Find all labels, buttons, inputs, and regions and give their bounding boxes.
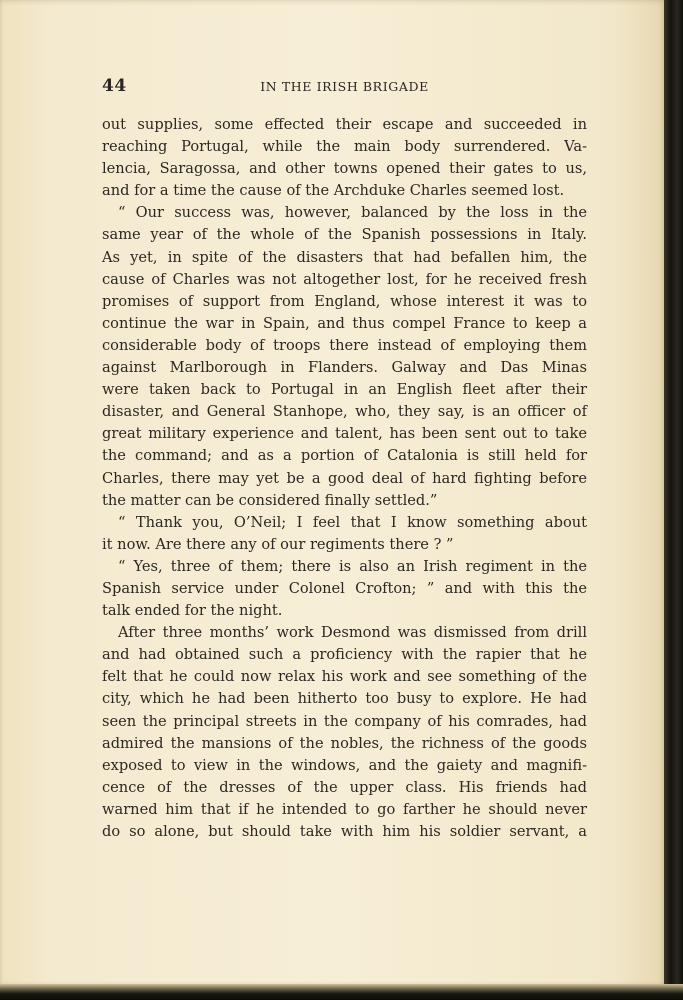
- page-edge-bottom: [0, 984, 683, 1000]
- text-line: cence of the dresses of the upper class. His friends had: [102, 778, 587, 796]
- text-line: felt that he could now relax his work and see something of the: [102, 668, 587, 686]
- page-number: 44: [102, 76, 127, 96]
- text-line: considerable body of troops there instead of employing them: [102, 336, 587, 354]
- text-line: and had obtained such a proficiency with the rapier that he: [102, 646, 587, 664]
- text-line: exposed to view in the windows, and the gaiety and magnifi-: [102, 756, 587, 774]
- text-line: reaching Portugal, while the main body surrendered. Va-: [102, 138, 587, 156]
- text-line: out supplies, some effected their escape and succeeded in: [102, 116, 587, 133]
- page-header: [102, 76, 587, 98]
- text-line: the command; and as a portion of Catalonia is still held for: [102, 447, 587, 465]
- text-line: “ Our success was, however, balanced by the loss in the: [118, 204, 587, 222]
- text-line: Spanish service under Colonel Crofton; ” and with this the: [102, 579, 587, 597]
- text-line: As yet, in spite of the disasters that had befallen him, the: [102, 248, 587, 266]
- body-text: [102, 114, 587, 843]
- text-line: “ Thank you, O’Neil; I feel that I know something about: [118, 513, 587, 531]
- text-line: do so alone, but should take with him his soldier servant, a: [102, 823, 587, 840]
- text-line: talk ended for the night.: [102, 602, 283, 620]
- text-line: “ Yes, three of them; there is also an Irish regiment in the: [118, 557, 587, 575]
- text-line: city, which he had been hitherto too busy to explore. He had: [102, 690, 587, 708]
- text-line: it now. Are there any of our regiments there ? ”: [102, 535, 454, 553]
- text-line: disaster, and General Stanhope, who, they say, is an officer of: [102, 403, 587, 421]
- text-line: seen the principal streets in the company of his comrades, had: [102, 712, 587, 730]
- running-head: IN THE IRISH BRIGADE: [260, 79, 429, 94]
- text-line: admired the mansions of the nobles, the richness of the goods: [102, 734, 587, 752]
- text-line: cause of Charles was not altogether lost, for he received fresh: [102, 270, 587, 288]
- text-line: After three months’ work Desmond was dismissed from drill: [118, 624, 587, 642]
- text-line: same year of the whole of the Spanish possessions in Italy.: [102, 226, 587, 244]
- text-line: warned him that if he intended to go farther he should never: [102, 800, 587, 818]
- text-line: great military experience and talent, has been sent out to take: [102, 425, 587, 443]
- text-line: Charles, there may yet be a good deal of hard fighting before: [102, 469, 587, 487]
- text-line: were taken back to Portugal in an English fleet after their: [102, 381, 587, 399]
- text-line: and for a time the cause of the Archduke Charles seemed lost.: [102, 182, 565, 200]
- text-line: promises of support from England, whose interest it was to: [102, 292, 587, 310]
- page-edge-right: [664, 0, 683, 1000]
- text-line: against Marlborough in Flanders. Galway and Das Minas: [102, 359, 587, 377]
- text-line: continue the war in Spain, and thus compel France to keep a: [102, 314, 587, 332]
- text-line: lencia, Saragossa, and other towns opened their gates to us,: [102, 160, 587, 178]
- text-line: the matter can be considered finally settled.”: [102, 491, 438, 509]
